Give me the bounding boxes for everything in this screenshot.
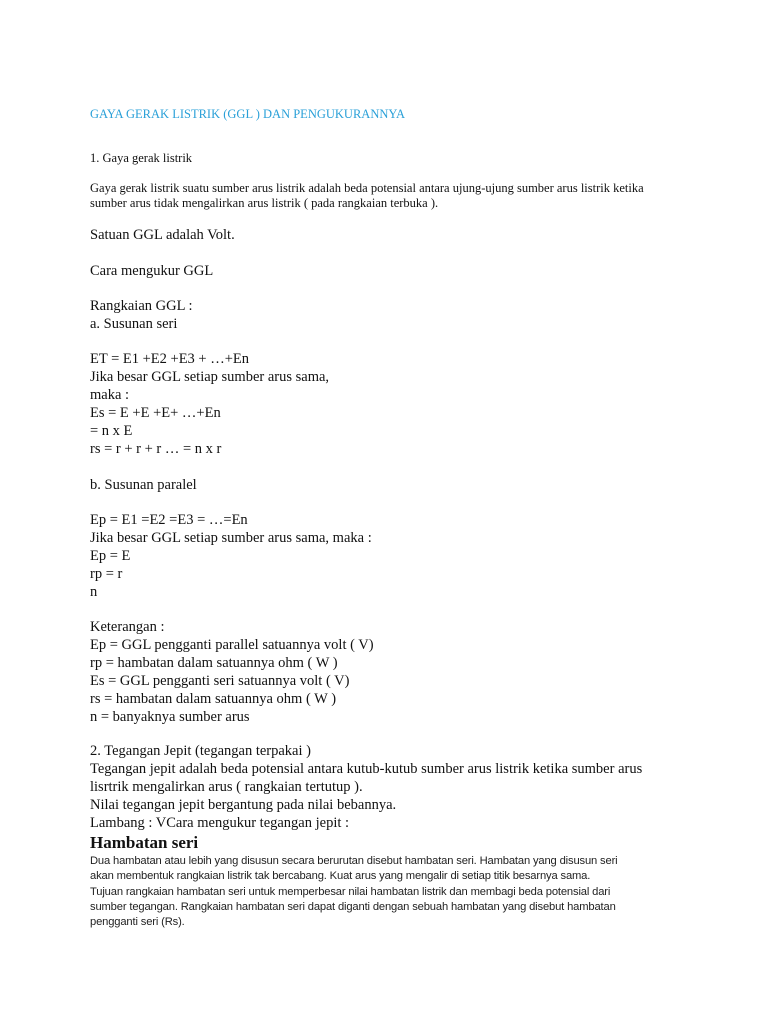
paralel-formulas [90,511,372,601]
section-1-paragraph [90,181,644,211]
formula-line: = n x E [90,423,133,439]
formula-line: maka : [90,387,130,403]
keterangan-block [90,618,374,726]
section-2-block [90,742,642,832]
formula-line: Jika besar GGL setiap sumber arus sama, [90,369,330,385]
keterangan-line: rp = hambatan dalam satuannya ohm ( W ) [90,655,338,671]
satuan-text [90,226,235,244]
section-2-line: Tegangan jepit adalah beda potensial antara kutub-kutub sumber arus listrik ketika sumber arus [90,761,643,777]
section-2-heading: 2. Tegangan Jepit (tegangan terpakai ) [90,743,311,759]
formula-line: n [90,584,98,600]
keterangan-line: rs = hambatan dalam satuannya ohm ( W ) [90,691,337,707]
formula-line: Ep = E1 =E2 =E3 = …=En [90,512,248,528]
seri-heading: a. Susunan seri [90,316,178,332]
paragraph-line: pengganti seri (Rs). [90,916,185,929]
rangkaian-block [90,297,193,333]
section-1-heading [90,151,192,166]
paragraph-line: akan membentuk rangkaian listrik tak bercabang. Kuat arus yang mengalir di setiap titik besarnya sama. [90,870,591,883]
formula-line: ET = E1 +E2 +E3 + …+En [90,351,250,367]
formula-line: Jika besar GGL setiap sumber arus sama, maka : [90,530,372,546]
paralel-heading-text: b. Susunan paralel [90,477,197,493]
hambatan-seri-heading: Hambatan seri [90,833,199,852]
seri-formulas [90,350,329,458]
section-2-line: Lambang : VCara mengukur tegangan jepit : [90,815,350,831]
paragraph-line: Dua hambatan atau lebih yang disusun secara berurutan disebut hambatan seri. Hambatan yang disusun seri [90,855,618,867]
satuan-line: Satuan GGL adalah Volt. [90,227,235,243]
formula-line: rs = r + r + r … = n x r [90,441,222,457]
formula-line: Ep = E [90,548,131,564]
paragraph-line: Tujuan rangkaian hambatan seri untuk memperbesar nilai hambatan listrik dan membagi beda potensial dari [90,885,611,898]
hambatan-seri-paragraph [90,854,680,930]
keterangan-line: n = banyaknya sumber arus [90,709,250,725]
paragraph-line: sumber tegangan. Rangkaian hambatan seri dapat diganti dengan sebuah hambatan yang disebut hambatan [90,900,616,913]
formula-line: rp = r [90,566,123,582]
formula-line: Es = E +E +E+ …+En [90,405,221,421]
section-2-line: Nilai tegangan jepit bergantung pada nilai bebannya. [90,797,397,813]
cara-line: Cara mengukur GGL [90,263,214,279]
keterangan-line: Es = GGL pengganti seri satuannya volt ( V) [90,673,350,689]
section-1-heading-text: 1. Gaya gerak listrik [90,151,193,165]
document-title: GAYA GERAK LISTRIK (GGL ) DAN PENGUKURANNYA [90,107,406,121]
keterangan-heading: Keterangan : [90,619,165,635]
paralel-heading [90,476,197,494]
section-2-line: lisrtrik mengalirkan arus ( rangkaian tertutup ). [90,779,363,795]
keterangan-line: Ep = GGL pengganti parallel satuannya volt ( V) [90,637,374,653]
rangkaian-heading: Rangkaian GGL : [90,298,193,314]
paragraph-line: Gaya gerak listrik suatu sumber arus listrik adalah beda potensial antara ujung-ujung sumber arus listrik ketika [90,181,644,195]
paragraph-line: sumber arus tidak mengalirkan arus listrik ( pada rangkaian terbuka ). [90,196,439,210]
cara-text [90,262,213,280]
